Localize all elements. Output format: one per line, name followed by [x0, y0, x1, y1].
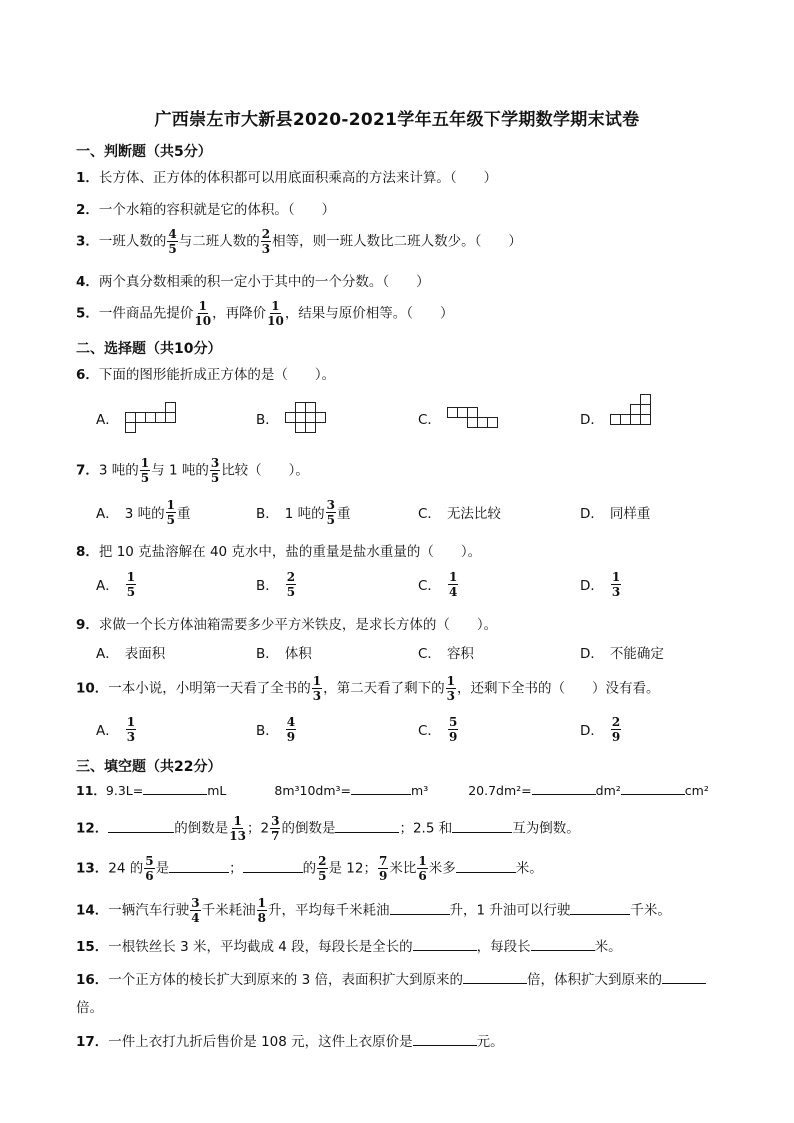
text: 米比: [389, 860, 417, 877]
text: 相等，则一班人数比二班人数少。（ ）: [272, 233, 522, 250]
numerator: 2: [261, 227, 271, 241]
text: 互为倒数。: [512, 820, 580, 837]
question-number: 2．: [76, 202, 99, 218]
question-text: 把 10 克盐溶解在 40 克水中，盐的重量是盐水重量的（ ）。: [98, 544, 482, 560]
denominator: 9: [448, 729, 458, 744]
option-text: 体积: [284, 646, 312, 662]
denominator: 9: [286, 729, 296, 744]
denominator: 10: [194, 314, 212, 328]
text: 升，1 升油可以行驶: [449, 902, 571, 919]
question-12: [76, 815, 580, 842]
fraction: [210, 457, 220, 484]
numerator: 5: [145, 854, 154, 868]
option-label: C．: [418, 578, 441, 594]
option-label: B．: [256, 412, 279, 428]
answer-blank[interactable]: [243, 860, 303, 873]
question-number: 8．: [76, 544, 99, 560]
option-label: A．: [96, 412, 119, 428]
question-11: [76, 781, 709, 799]
answer-blank[interactable]: [143, 782, 207, 795]
text: ，第二天看了剩下的: [323, 680, 445, 697]
section-heading-fill-blank: 三、填空题（共22分）: [76, 759, 222, 775]
option-a[interactable]: [96, 570, 137, 598]
option-b[interactable]: [256, 638, 312, 666]
numerator: 3: [210, 456, 220, 470]
question-5: [76, 300, 454, 327]
question-number: 13．: [76, 860, 109, 877]
option-text: 同样重: [609, 506, 651, 522]
text: 与 1 吨的: [151, 462, 209, 479]
question-15: [76, 935, 622, 955]
option-d[interactable]: [580, 570, 622, 598]
fraction: [144, 855, 154, 882]
question-3: [76, 228, 522, 255]
fraction: [611, 716, 621, 743]
text: 是: [155, 860, 170, 877]
denominator: 4: [448, 584, 458, 599]
question-number: 10．: [76, 680, 109, 697]
answer-blank[interactable]: [413, 938, 477, 951]
numerator: 1: [446, 674, 456, 688]
text: ；2: [247, 820, 270, 837]
text: 米。: [594, 939, 622, 955]
text: dm²: [595, 783, 621, 798]
question-6-options: [96, 404, 716, 432]
text: cm²: [684, 783, 709, 798]
option-c[interactable]: [418, 715, 459, 743]
denominator: 5: [168, 242, 177, 256]
fraction: [378, 855, 388, 882]
text: 一班人数的: [98, 233, 167, 250]
numerator: 1: [418, 854, 427, 868]
denominator: 5: [318, 869, 327, 883]
numerator: 3: [271, 814, 280, 828]
option-a[interactable]: [96, 638, 165, 666]
text: 米多: [428, 860, 456, 877]
fraction: [611, 571, 621, 598]
question-14: [76, 897, 671, 924]
question-9: [76, 613, 497, 633]
text: m³: [411, 783, 429, 798]
option-text: 不能确定: [609, 646, 664, 662]
text: 一个正方体的棱长扩大到原来的 3 倍，表面积扩大到原来的: [108, 972, 463, 988]
option-label: B．: [256, 578, 279, 594]
option-b[interactable]: [256, 498, 351, 526]
option-label: B．: [256, 506, 279, 522]
text: 的倒数是: [174, 820, 229, 837]
question-7-options: [96, 498, 716, 526]
option-a[interactable]: [96, 404, 177, 432]
text: mL: [207, 783, 227, 798]
text: 1 吨的: [284, 506, 325, 522]
text: ，还剩下全书的（ ）没有看。: [457, 680, 660, 697]
question-number: 1．: [76, 170, 99, 186]
fraction: [194, 300, 211, 327]
denominator: 10: [267, 314, 284, 328]
fraction: [261, 228, 271, 255]
fraction: [126, 571, 136, 598]
fraction: [286, 571, 296, 598]
option-label: D．: [580, 578, 604, 594]
denominator: 6: [418, 869, 427, 883]
text: 的: [302, 860, 317, 877]
question-16: [76, 968, 706, 988]
option-label: D．: [580, 412, 604, 428]
option-label: A．: [96, 646, 119, 662]
denominator: 5: [126, 584, 136, 599]
text: 3 吨的: [124, 506, 165, 522]
numerator: 4: [286, 714, 296, 729]
option-label: C．: [418, 723, 441, 739]
fraction: [448, 571, 458, 598]
option-d[interactable]: [580, 715, 622, 743]
answer-blank[interactable]: [413, 1033, 477, 1046]
question-number: 7．: [76, 462, 99, 479]
cube-net-d-icon: [610, 402, 652, 434]
option-b[interactable]: [256, 404, 327, 432]
text: 升，平均每千米耗油: [268, 902, 390, 919]
option-c[interactable]: [418, 404, 499, 432]
text: ，结果与原价相等。（ ）: [284, 305, 454, 322]
answer-blank[interactable]: [390, 902, 450, 915]
option-label: A．: [96, 723, 119, 739]
question-7: [76, 457, 309, 484]
page-title: 广西崇左市大新县2020-2021学年五年级下学期数学期末试卷: [154, 110, 640, 130]
question-number: 9．: [76, 617, 99, 633]
numerator: 1: [126, 569, 136, 584]
question-number: 17．: [76, 1034, 109, 1050]
denominator: 3: [261, 242, 271, 256]
denominator: 8: [257, 911, 267, 925]
numerator: 1: [126, 714, 136, 729]
option-c[interactable]: [418, 638, 474, 666]
option-label: C．: [418, 646, 441, 662]
numerator: 1: [271, 299, 280, 313]
option-label: D．: [580, 506, 604, 522]
option-d[interactable]: [580, 404, 652, 432]
question-number: 12．: [76, 820, 109, 837]
text: 倍。: [76, 1000, 103, 1016]
denominator: 3: [312, 689, 322, 703]
numerator: 5: [448, 714, 458, 729]
text: 元。: [476, 1034, 504, 1050]
fraction: [448, 716, 458, 743]
denominator: 5: [140, 471, 150, 485]
question-number: 3．: [76, 233, 99, 250]
text: ，再降价: [212, 305, 267, 322]
numerator: 1: [611, 569, 621, 584]
text: 3 吨的: [98, 462, 139, 479]
option-b[interactable]: [256, 570, 297, 598]
answer-blank[interactable]: [531, 938, 595, 951]
fraction: [446, 675, 456, 702]
cube-net-b-icon: [285, 402, 327, 434]
answer-blank[interactable]: [108, 820, 174, 833]
option-label: A．: [96, 578, 119, 594]
fraction: [140, 457, 150, 484]
question-10-options: [96, 715, 716, 743]
question-1: [76, 166, 497, 186]
denominator: 5: [210, 471, 220, 485]
option-text: 表面积: [124, 646, 166, 662]
numerator: 2: [286, 569, 296, 584]
answer-blank[interactable]: [169, 860, 229, 873]
text: 一件上衣打九折后售价是 108 元，这件上衣原价是: [108, 1034, 413, 1050]
denominator: 4: [191, 911, 200, 925]
question-text: 两个真分数相乘的积一定小于其中的一个分数。（ ）: [98, 274, 430, 290]
numerator: 1: [448, 569, 458, 584]
question-number: 16．: [76, 972, 109, 988]
answer-blank[interactable]: [452, 820, 512, 833]
question-text: 下面的图形能折成正方体的是（ ）。: [98, 367, 336, 383]
option-label: D．: [580, 646, 604, 662]
question-text: 一个水箱的容积就是它的体积。（ ）: [98, 202, 336, 218]
answer-blank[interactable]: [662, 971, 706, 984]
section-heading-judgement: 一、判断题（共5分）: [76, 144, 212, 160]
option-d[interactable]: [580, 638, 664, 666]
option-a[interactable]: [96, 498, 191, 526]
question-16-continued: [76, 996, 103, 1016]
question-8: [76, 540, 481, 560]
text: 的倒数是: [281, 820, 336, 837]
question-10: [76, 675, 660, 702]
text: 一根铁丝长 3 米，平均截成 4 段，每段长是全长的: [108, 939, 413, 955]
question-number: 15．: [76, 939, 109, 955]
fraction: [166, 499, 176, 526]
text: 比较（ ）。: [221, 462, 309, 479]
answer-blank[interactable]: [532, 782, 596, 795]
numerator: 3: [191, 896, 200, 910]
answer-blank[interactable]: [621, 782, 685, 795]
question-text: 求做一个长方体油箱需要多少平方米铁皮，是求长方体的（ ）。: [98, 617, 498, 633]
text: 千米。: [630, 902, 671, 919]
answer-blank[interactable]: [456, 860, 516, 873]
question-4: [76, 270, 430, 290]
answer-blank[interactable]: [463, 971, 527, 984]
denominator: 6: [145, 869, 154, 883]
option-text: 无法比较: [446, 506, 501, 522]
option-c[interactable]: [418, 498, 501, 526]
fraction: [229, 815, 246, 842]
denominator: 5: [286, 584, 296, 599]
question-17: [76, 1030, 504, 1050]
text: 倍，体积扩大到原来的: [526, 972, 662, 988]
text: 9.3L=: [105, 783, 144, 798]
fraction: [417, 855, 427, 882]
text: 与二班人数的: [178, 233, 260, 250]
question-8-options: [96, 570, 716, 598]
option-b[interactable]: [256, 715, 297, 743]
text: 重: [177, 506, 191, 522]
numerator: 1: [140, 456, 150, 470]
option-label: A．: [96, 506, 119, 522]
numerator: 1: [198, 299, 207, 313]
numerator: 2: [318, 854, 327, 868]
denominator: 3: [126, 729, 136, 744]
option-label: B．: [256, 723, 279, 739]
fraction: [312, 675, 322, 702]
denominator: 13: [229, 829, 246, 843]
numerator: 1: [257, 896, 267, 910]
answer-blank[interactable]: [335, 820, 399, 833]
fraction: [257, 897, 267, 924]
option-c[interactable]: [418, 570, 459, 598]
option-d[interactable]: [580, 498, 650, 526]
denominator: 3: [611, 584, 621, 599]
text: 一辆汽车行驶: [108, 902, 190, 919]
question-9-options: [96, 638, 716, 666]
text: 千米耗油: [201, 902, 256, 919]
numerator: 2: [611, 714, 621, 729]
question-text: 长方体、正方体的体积都可以用底面积乘高的方法来计算。（ ）: [98, 170, 498, 186]
denominator: 5: [326, 512, 336, 527]
question-number: 4．: [76, 274, 99, 290]
text: 重: [337, 506, 351, 522]
question-2: [76, 198, 335, 218]
numerator: 3: [326, 497, 336, 512]
numerator: 1: [166, 497, 175, 512]
denominator: 9: [378, 869, 388, 883]
option-text: 容积: [446, 646, 474, 662]
text: 8m³10dm³=: [274, 783, 352, 798]
text: 米。: [515, 860, 543, 877]
fraction: [286, 716, 296, 743]
cube-net-c-icon: [447, 407, 499, 429]
denominator: 9: [611, 729, 621, 744]
text: 是 12；: [328, 860, 377, 877]
denominator: 3: [446, 689, 456, 703]
numerator: 7: [378, 854, 388, 868]
text: 一件商品先提价: [98, 305, 194, 322]
answer-blank[interactable]: [351, 782, 411, 795]
question-13: [76, 855, 543, 882]
question-number: 11．: [76, 783, 106, 798]
text: 一本小说，小明第一天看了全书的: [108, 680, 311, 697]
question-6: [76, 363, 335, 383]
option-a[interactable]: [96, 715, 137, 743]
numerator: 4: [168, 227, 177, 241]
cube-net-a-icon: [125, 402, 177, 434]
text: 24 的: [108, 860, 144, 877]
text: ；: [229, 860, 243, 877]
answer-blank[interactable]: [570, 902, 630, 915]
option-label: B．: [256, 646, 279, 662]
denominator: 7: [271, 829, 280, 843]
text: ，每段长: [476, 939, 531, 955]
question-number: 5．: [76, 305, 99, 322]
text: 20.7dm²=: [468, 783, 532, 798]
denominator: 5: [166, 512, 175, 527]
question-number: 6．: [76, 367, 99, 383]
option-label: D．: [580, 723, 604, 739]
numerator: 1: [312, 674, 322, 688]
fraction: [126, 716, 136, 743]
question-number: 14．: [76, 902, 109, 919]
fraction: [326, 499, 336, 526]
fraction: [190, 897, 200, 924]
option-label: C．: [418, 506, 441, 522]
option-label: C．: [418, 412, 441, 428]
fraction: [317, 855, 327, 882]
numerator: 1: [233, 814, 242, 828]
section-heading-choice: 二、选择题（共10分）: [76, 341, 222, 357]
text: ；2.5 和: [399, 820, 453, 837]
fraction: [270, 815, 280, 842]
fraction: [267, 300, 284, 327]
fraction: [167, 228, 177, 255]
